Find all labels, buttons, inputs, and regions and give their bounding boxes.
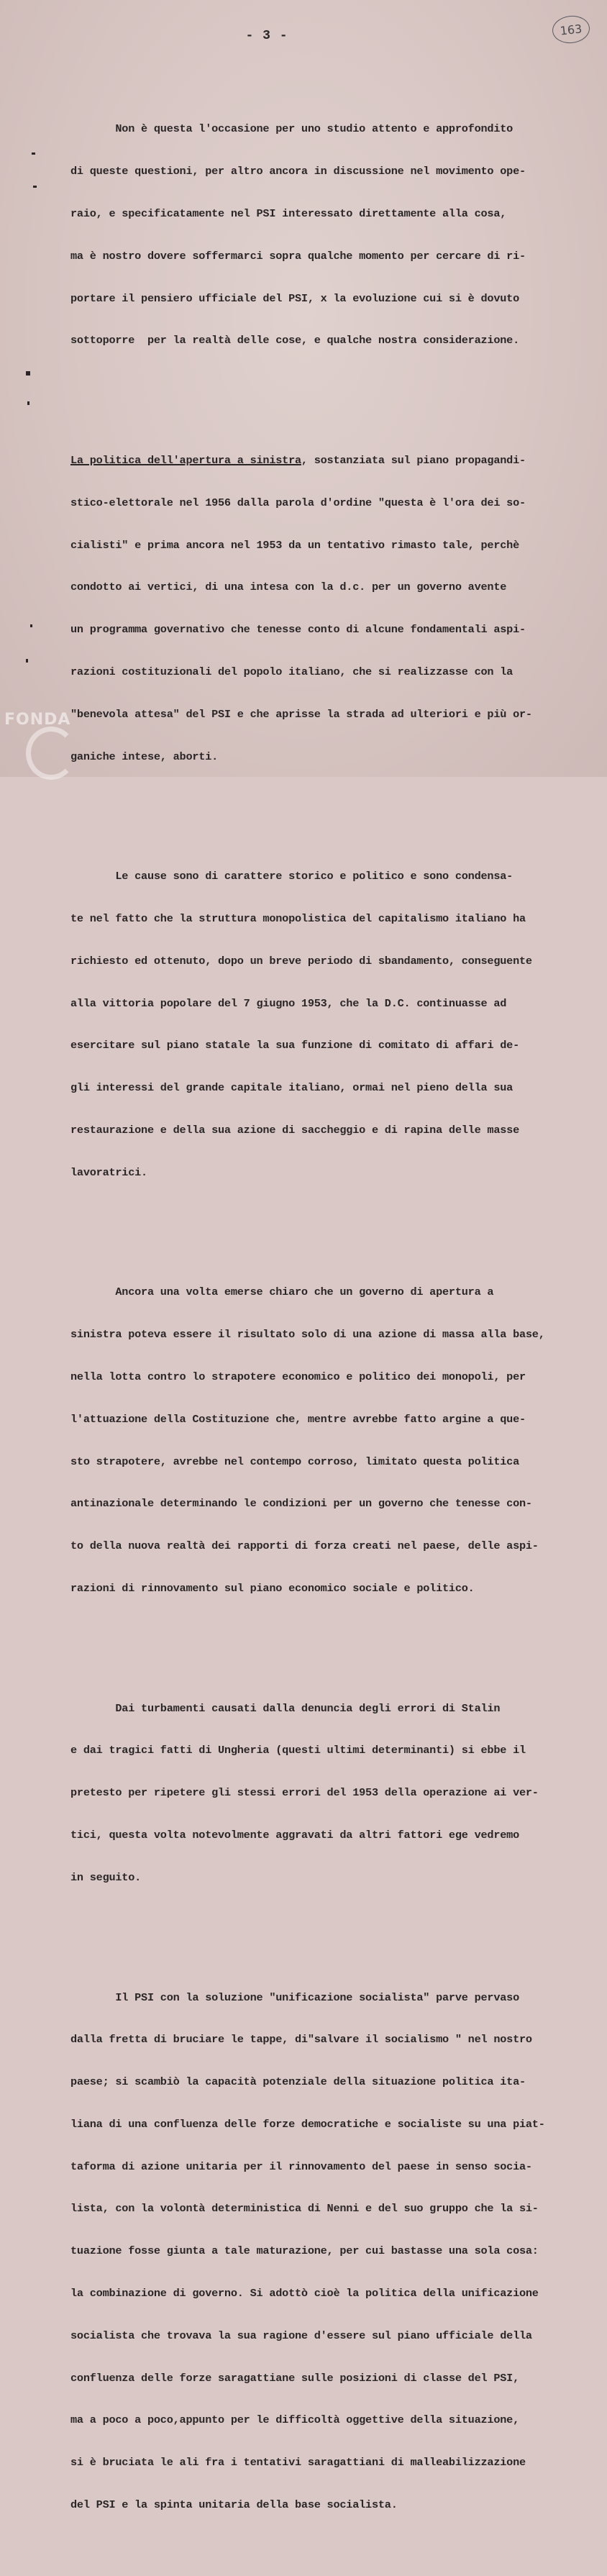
- text-line: si è bruciata le ali fra i tentativi saragattiani di malleabilizzazione: [70, 2456, 526, 2470]
- text-line: del PSI e la spinta unitaria della base socialista.: [70, 2498, 398, 2511]
- text-line: antinazionale determinando le condizioni per un governo che tenesse con-: [70, 1497, 532, 1511]
- text-line: taforma di azione unitaria per il rinnovamento del paese in senso socia-: [70, 2159, 532, 2173]
- text-line: Le cause sono di carattere storico e politico e sono condensa-: [70, 870, 514, 883]
- paragraph-1: [70, 94, 595, 376]
- text-line: razioni di rinnovamento sul piano economico sociale e politico.: [70, 1581, 475, 1595]
- text-line: lavoratrici.: [70, 1165, 147, 1179]
- text-line: liana di una confluenza delle forze democratiche e socialiste su una piat-: [70, 2117, 545, 2131]
- typewritten-body: [70, 66, 595, 2576]
- text-line: e dai tragici fatti di Ungheria (questi ultimi determinanti) si ebbe il: [70, 1744, 526, 1757]
- text-line: socialista che trovava la sua ragione d'essere sul piano ufficiale della: [70, 2329, 532, 2342]
- text-line: confluenza delle forze saragattiane sulle posizioni di classe del PSI,: [70, 2371, 519, 2385]
- text-line: Il PSI con la soluzione "unificazione socialista" parve pervaso: [70, 1990, 519, 2004]
- text-line: paese; si scambiò la capacità potenziale della situazione politica ita-: [70, 2075, 526, 2089]
- text-line: tici, questa volta notevolmente aggravati da altri fattori ege vedremo: [70, 1829, 519, 1842]
- text-line: di queste questioni, per altro ancora in discussione nel movimento ope-: [70, 165, 526, 178]
- paragraph-4: [70, 1257, 595, 1624]
- text-line: raio, e specificatamente nel PSI interessato direttamente alla cosa,: [70, 206, 507, 220]
- paragraph-6: [70, 1962, 595, 2540]
- text-line: dalla fretta di bruciare le tappe, di"salvare il socialismo " nel nostro: [70, 2033, 532, 2047]
- text-line: "benevola attesa" del PSI e che aprisse la strada ad ulteriori e più or-: [70, 707, 532, 721]
- section-heading-underlined: La politica dell'apertura a sinistra: [70, 454, 301, 468]
- text-line: pretesto per ripetere gli stessi errori del 1953 della operazione ai ver-: [70, 1786, 539, 1800]
- text-line: la combinazione di governo. Si adottò cioè la politica della unificazione: [70, 2287, 539, 2300]
- text-line: Ancora una volta emerse chiaro che un governo di apertura a: [70, 1285, 494, 1299]
- text-line: nella lotta contro lo strapotere economico e politico dei monopoli, per: [70, 1370, 526, 1384]
- text-line: condotto ai vertici, di una intesa con la d.c. per un governo avente: [70, 581, 507, 594]
- text-line: ma a poco a poco,appunto per le difficoltà oggettive della situazione,: [70, 2413, 519, 2427]
- margin-mark: [27, 401, 29, 405]
- margin-mark: [26, 659, 28, 663]
- text-line: tuazione fosse giunta a tale maturazione, per cui bastasse una sola cosa:: [70, 2244, 539, 2258]
- paragraph-3: [70, 842, 595, 1208]
- archive-number-stamp: 163: [551, 14, 591, 45]
- margin-mark: [33, 186, 37, 188]
- text-fragment: , sostanziata sul piano propagandi-: [301, 454, 526, 468]
- text-line: Dai turbamenti causati dalla denuncia degli errori di Stalin: [70, 1701, 501, 1715]
- paragraph-5: [70, 1674, 595, 1913]
- text-line: portare il pensiero ufficiale del PSI, x la evoluzione cui si è dovuto: [70, 291, 519, 305]
- text-line: l'attuazione della Costituzione che, mentre avrebbe fatto argine a que-: [70, 1412, 526, 1426]
- text-line: lista, con la volontà deterministica di Nenni e del suo gruppo che la si-: [70, 2202, 539, 2216]
- page-number: - 3 -: [245, 29, 288, 43]
- margin-mark: [30, 624, 32, 627]
- text-line: razioni costituzionali del popolo italiano, che si realizzasse con la: [70, 665, 514, 678]
- text-line: sto strapotere, avrebbe nel contempo corroso, limitato questa politica: [70, 1455, 519, 1468]
- foundation-watermark: FONDA: [4, 711, 71, 729]
- text-line: gli interessi del grande capitale italiano, ormai nel pieno della sua: [70, 1081, 514, 1095]
- text-line: Non è questa l'occasione per uno studio attento e approfondito: [70, 122, 514, 136]
- text-line: to della nuova realtà dei rapporti di forza creati nel paese, delle aspi-: [70, 1539, 539, 1553]
- text-line: in seguito.: [70, 1870, 142, 1884]
- text-line: stico-elettorale nel 1956 dalla parola d'ordine "questa è l'ora dei so-: [70, 496, 526, 509]
- text-line: alla vittoria popolare del 7 giugno 1953, che la D.C. continuasse ad: [70, 996, 507, 1010]
- text-line: ganiche intese, aborti.: [70, 750, 219, 763]
- text-line: sottoporre per la realtà delle cose, e qualche nostra considerazione.: [70, 334, 519, 347]
- text-line: un programma governativo che tenesse conto di alcune fondamentali aspi-: [70, 623, 526, 637]
- text-line: richiesto ed ottenuto, dopo un breve periodo di sbandamento, conseguente: [70, 954, 532, 968]
- text-line: ma è nostro dovere soffermarci sopra qualche momento per cercare di ri-: [70, 249, 526, 263]
- text-line: restaurazione e della sua azione di saccheggio e di rapina delle masse: [70, 1123, 519, 1137]
- text-line: cialisti" e prima ancora nel 1953 da un tentativo rimasto tale, perchè: [70, 538, 519, 552]
- text-line: sinistra poteva essere il risultato solo di una azione di massa alla base,: [70, 1328, 545, 1342]
- margin-mark: [32, 153, 35, 155]
- foundation-logo-icon: [26, 727, 76, 780]
- text-line: te nel fatto che la struttura monopolistica del capitalismo italiano ha: [70, 912, 526, 926]
- margin-mark: [26, 371, 30, 376]
- text-line: [70, 454, 595, 468]
- paragraph-2: [70, 426, 595, 792]
- text-line: esercitare sul piano statale la sua funzione di comitato di affari de-: [70, 1039, 519, 1052]
